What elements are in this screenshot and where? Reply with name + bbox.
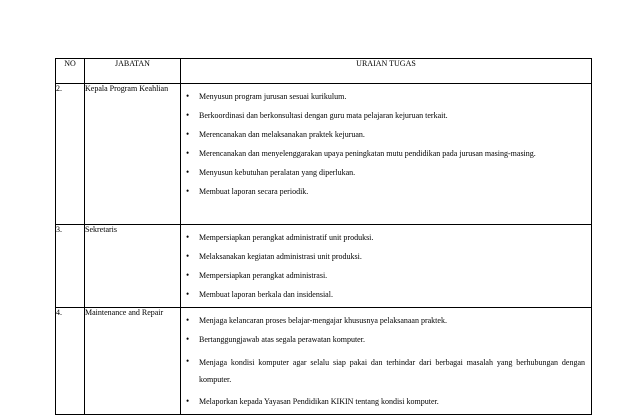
row-tasks bbox=[181, 308, 592, 415]
row-tasks bbox=[181, 225, 592, 308]
table-row bbox=[56, 308, 592, 415]
row-tasks bbox=[181, 84, 592, 225]
header-jabatan: JABATAN bbox=[85, 59, 181, 84]
task-item: • Menyusun kebutuhan peralatan yang diperlukan. bbox=[181, 164, 591, 183]
row-jabatan: Sekretaris bbox=[85, 225, 181, 308]
task-item: • Bertanggungjawab atas segala perawatan komputer. bbox=[181, 331, 591, 350]
task-item: • Menjaga kelancaran proses belajar-mengajar khususnya pelaksanaan praktek. bbox=[181, 312, 591, 331]
row-jabatan: Kepala Program Keahlian bbox=[85, 84, 181, 225]
task-item: • Mempersiapkan perangkat administrasi. bbox=[181, 267, 591, 286]
table-row bbox=[56, 84, 592, 225]
task-item: • Merencanakan dan menyelenggarakan upaya peningkatan mutu pendidikan pada jurusan masing-masing. bbox=[181, 145, 591, 164]
task-item: • Mempersiapkan perangkat administratif unit produksi. bbox=[181, 229, 591, 248]
table-header-row bbox=[56, 59, 592, 84]
table-row bbox=[56, 225, 592, 308]
task-item: • Merencanakan dan melaksanakan praktek kejuruan. bbox=[181, 126, 591, 145]
task-item: • Melaksanakan kegiatan administrasi unit produksi. bbox=[181, 248, 591, 267]
header-no: NO bbox=[56, 59, 85, 84]
task-item: • Melaporkan kepada Yayasan Pendidikan KIKIN tentang kondisi komputer. bbox=[181, 393, 591, 412]
task-item: • Membuat laporan berkala dan insidensial. bbox=[181, 286, 591, 305]
row-number: 3. bbox=[56, 225, 85, 308]
row-number: 4. bbox=[56, 308, 85, 415]
header-uraian-tugas: URAIAN TUGAS bbox=[181, 59, 592, 84]
duties-table bbox=[55, 58, 592, 415]
task-item: • Menjaga kondisi komputer agar selalu siap pakai dan terhindar dari berbagai masalah yang berhubungan dengan komputer. bbox=[181, 350, 591, 393]
task-item: • Berkoordinasi dan berkonsultasi dengan guru mata pelajaran kejuruan terkait. bbox=[181, 107, 591, 126]
task-item: • Menyusun program jurusan sesuai kurikulum. bbox=[181, 88, 591, 107]
row-jabatan: Maintenance and Repair bbox=[85, 308, 181, 415]
row-number: 2. bbox=[56, 84, 85, 225]
task-item: • Membuat laporan secara periodik. bbox=[181, 183, 591, 202]
